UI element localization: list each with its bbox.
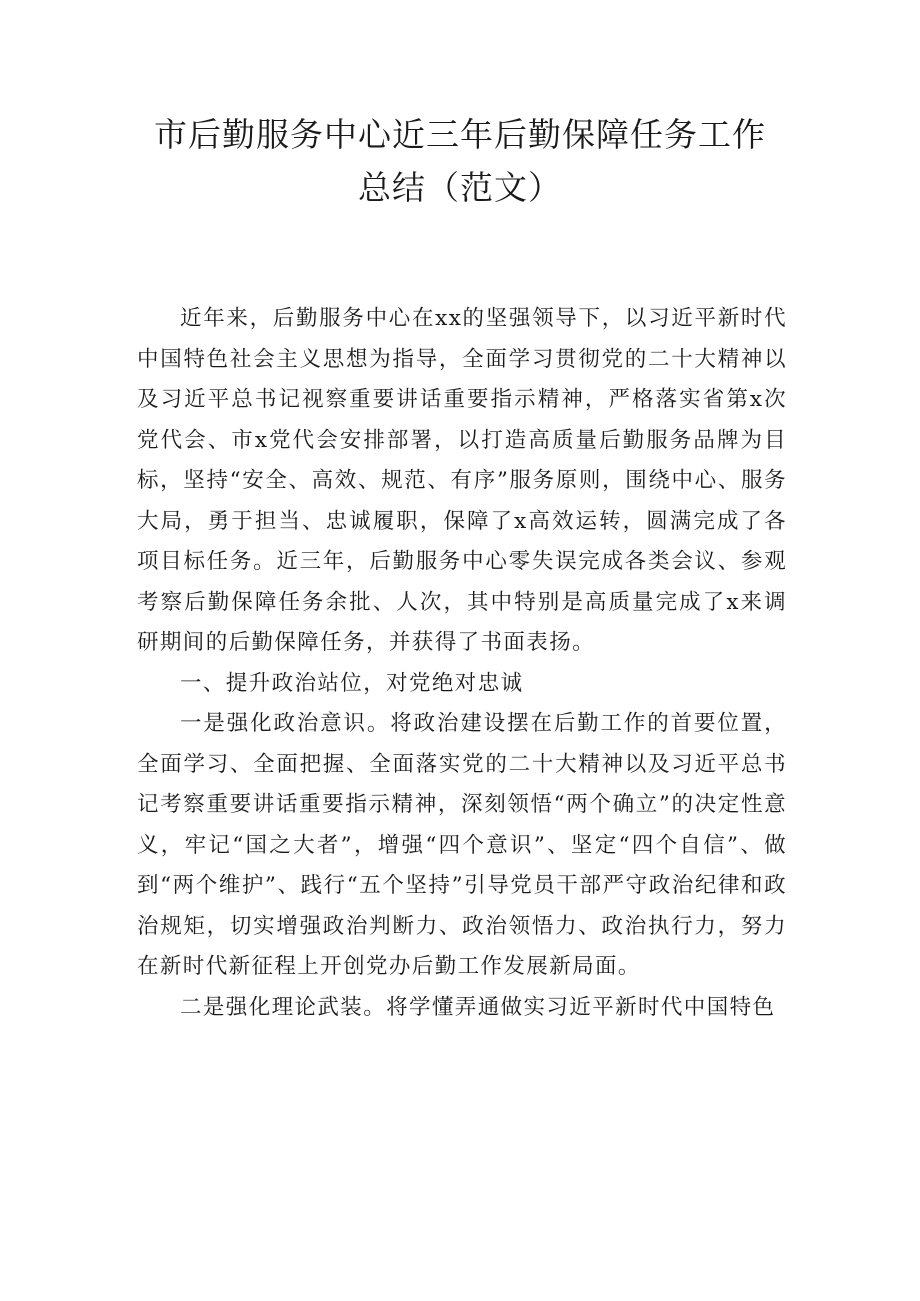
title-line-1: 市后勤服务中心近三年后勤保障任务工作 <box>154 115 766 154</box>
paragraph-political-awareness: 一是强化政治意识。将政治建设摆在后勤工作的首要位置，全面学习、全面把握、全面落实党的二十大精神以及习近平总书记考察重要讲话重要指示精神，深刻领悟“两个确立”的决定性意义，牢记“国之大者”，增强“四个意识”、坚定“四个自信”、做到“两个维护”、践行“五个坚持”引导党员干部严守政治纪律和政治规矩，切实增强政治判断力、政治领悟力、政治执行力，努力在新时代新征程上开创党办后勤工作发展新局面。 <box>137 711 787 979</box>
intro-paragraph: 近年来，后勤服务中心在xx的坚强领导下，以习近平新时代中国特色社会主义思想为指导，全面学习贯彻党的二十大精神以及习近平总书记视察重要讲话重要指示精神，严格落实省第x次党代会、市x党代会安排部署，以打造高质量后勤服务品牌为目标，坚持“安全、高效、规范、有序”服务原则，围绕中心、服务大局，勇于担当、忠诚履职，保障了x高效运转，圆满完成了各项目标任务。近三年，后勤服务中心零失误完成各类会议、参观考察后勤保障任务余批、人次，其中特别是高质量完成了x来调研期间的后勤保障任务，并获得了书面表扬。 <box>137 306 787 655</box>
title-line-2: 总结（范文） <box>358 168 562 207</box>
document-body <box>137 299 787 1028</box>
paragraph-theory-armament: 二是强化理论武装。将学懂弄通做实习近平新时代中国特色 <box>180 994 776 1020</box>
document-title <box>100 108 820 214</box>
section-heading-1: 一、提升政治站位，对党绝对忠诚 <box>180 670 524 696</box>
